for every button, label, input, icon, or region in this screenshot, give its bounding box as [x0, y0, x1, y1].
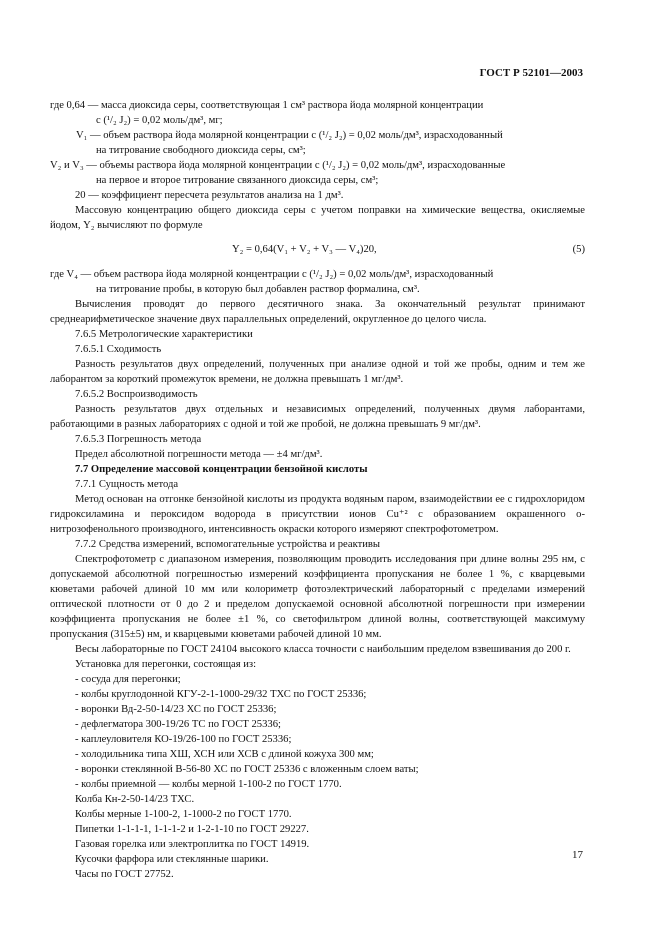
list-item: - колбы круглодонной КГУ-2-1-1000-29/32 ТХС по ГОСТ 25336;: [75, 689, 367, 700]
definition-line: V₁ — объем раствора йода молярной концентрации c (¹/₂ J₂) = 0,02 моль/дм³, израсходованный: [76, 130, 503, 141]
paragraph-calculation: Вычисления проводят до первого десятичного знака. За окончательный результат принимают среднеарифметическое значение двух параллельных определений, округленное до целого числа.: [50, 299, 585, 325]
section-heading: 7.6.5.2 Воспроизводимость: [75, 389, 198, 400]
definition-line: 20 — коэффициент пересчета результатов анализа на 1 дм³.: [75, 190, 344, 201]
definition-line: V₂ и V₃ — объемы раствора йода молярной концентрации c (¹/₂ J₂) = 0,02 моль/дм³, израсходованные: [50, 160, 506, 171]
list-item: Пипетки 1-1-1-1, 1-1-1-2 и 1-2-1-10 по ГОСТ 29227.: [75, 824, 309, 835]
list-item: - воронки Вд-2-50-14/23 ХС по ГОСТ 25336;: [75, 704, 277, 715]
equipment-list: [50, 792, 585, 882]
page-number: 17: [572, 849, 583, 861]
formula-5: [50, 242, 585, 258]
paragraph-spectrophotometer: Спектрофотометр с диапазоном измерения, позволяющим проводить исследования при длине волны 295 нм, с допускаемой абсолютной погрешностью измерений коэффициента пропускания не более 1 %, с кварцевыми кюветами рабочей длиной 10 мм или колориметр фотоэлектрический лабораторный с пределами измерений оптической плотности от 0 до 2 и пределом допускаемой основной абсолютной погрешности при измерении коэффициента пропускания не более ±1 %, со светофильтром длиной волны, соответствующей максимуму пропускания (315±5) нм, и кварцевыми кюветами рабочей длиной 10 мм.: [50, 554, 585, 640]
paragraph-reproducibility: Разность результатов двух отдельных и независимых определений, полученных двумя лаборантами, работающими в разных лабораториях с одной и той же пробой, не должна превышать 9 мг/дм³.: [50, 404, 585, 430]
list-item: Колбы мерные 1-100-2, 1-1000-2 по ГОСТ 1770.: [75, 809, 292, 820]
paragraph-setup: Установка для перегонки, состоящая из:: [75, 659, 257, 670]
definition-line: на титрование пробы, в которую был добавлен раствор формалина, см³.: [96, 284, 420, 295]
list-item: - дефлегматора 300-19/26 ТС по ГОСТ 25336;: [75, 719, 281, 730]
definition-line: на первое и второе титрование связанного диоксида серы, см³;: [96, 175, 379, 186]
list-item: Часы по ГОСТ 27752.: [75, 869, 174, 880]
definition-line: где 0,64 — масса диоксида серы, соответствующая 1 см³ раствора йода молярной концентрации: [50, 100, 484, 111]
formula-number: (5): [572, 244, 585, 255]
list-item: - воронки стеклянной В-56-80 ХС по ГОСТ 25336 с вложенным слоем ваты;: [75, 764, 419, 775]
list-item: - сосуда для перегонки;: [75, 674, 181, 685]
list-item: - колбы приемной — колбы мерной 1-100-2 по ГОСТ 1770.: [75, 779, 342, 790]
list-item: Кусочки фарфора или стеклянные шарики.: [75, 854, 269, 865]
paragraph-error: Предел абсолютной погрешности метода — ±4 мг/дм³.: [75, 449, 323, 460]
paragraph-repeatability: Разность результатов двух определений, полученных при анализе одной и той же пробы, одним и тем же лаборантом за короткий промежуток времени, не должна превышать 1 мг/дм³.: [50, 359, 585, 385]
list-item: Газовая горелка или электроплитка по ГОСТ 14919.: [75, 839, 310, 850]
definition-line: на титрование свободного диоксида серы, см³;: [96, 145, 306, 156]
formula-text: Y₂ = 0,64(V₁ + V₂ + V₃ — V₄)20,: [232, 244, 377, 255]
list-item: - каплеуловителя КО-19/26-100 по ГОСТ 25336;: [75, 734, 292, 745]
paragraph-total-so2: Массовую концентрацию общего диоксида серы с учетом поправки на химические вещества, окисляемые йодом, Y₂ вычисляют по формуле: [50, 205, 585, 231]
section-heading-bold: 7.7 Определение массовой концентрации бензойной кислоты: [75, 464, 368, 475]
paragraph-scales: Весы лабораторные по ГОСТ 24104 высокого класса точности с наибольшим пределом взвешивания до 200 г.: [75, 644, 571, 655]
standard-header: ГОСТ Р 52101—2003: [479, 67, 583, 79]
section-heading: 7.7.2 Средства измерений, вспомогательные устройства и реактивы: [75, 539, 381, 550]
page-content: [50, 98, 585, 882]
list-item: - холодильника типа ХШ, ХСН или ХСВ с длиной кожуха 300 мм;: [75, 749, 374, 760]
section-heading: 7.6.5.1 Сходимость: [75, 344, 162, 355]
section-heading: 7.6.5.3 Погрешность метода: [75, 434, 202, 445]
definition-line: c (¹/₂ J₂) = 0,02 моль/дм³, мг;: [96, 115, 223, 126]
paragraph-method-essence: Метод основан на отгонке бензойной кислоты из продукта водяным паром, взаимодействии ее с гидрохлоридом гидроксиламина и пероксидом водорода в присутствии ионов Cu⁺² с образованием окрашенного o-нитрозофенольного производного, интенсивность окраски которого измеряют спектрофотометром.: [50, 494, 585, 535]
setup-list: [50, 672, 585, 792]
section-heading: 7.7.1 Сущность метода: [75, 479, 179, 490]
section-heading: 7.6.5 Метрологические характеристики: [75, 329, 253, 340]
definition-line: где V₄ — объем раствора йода молярной концентрации c (¹/₂ J₂) = 0,02 моль/дм³, израсходованный: [50, 269, 494, 280]
list-item: Колба Кн-2-50-14/23 ТХС.: [75, 794, 195, 805]
